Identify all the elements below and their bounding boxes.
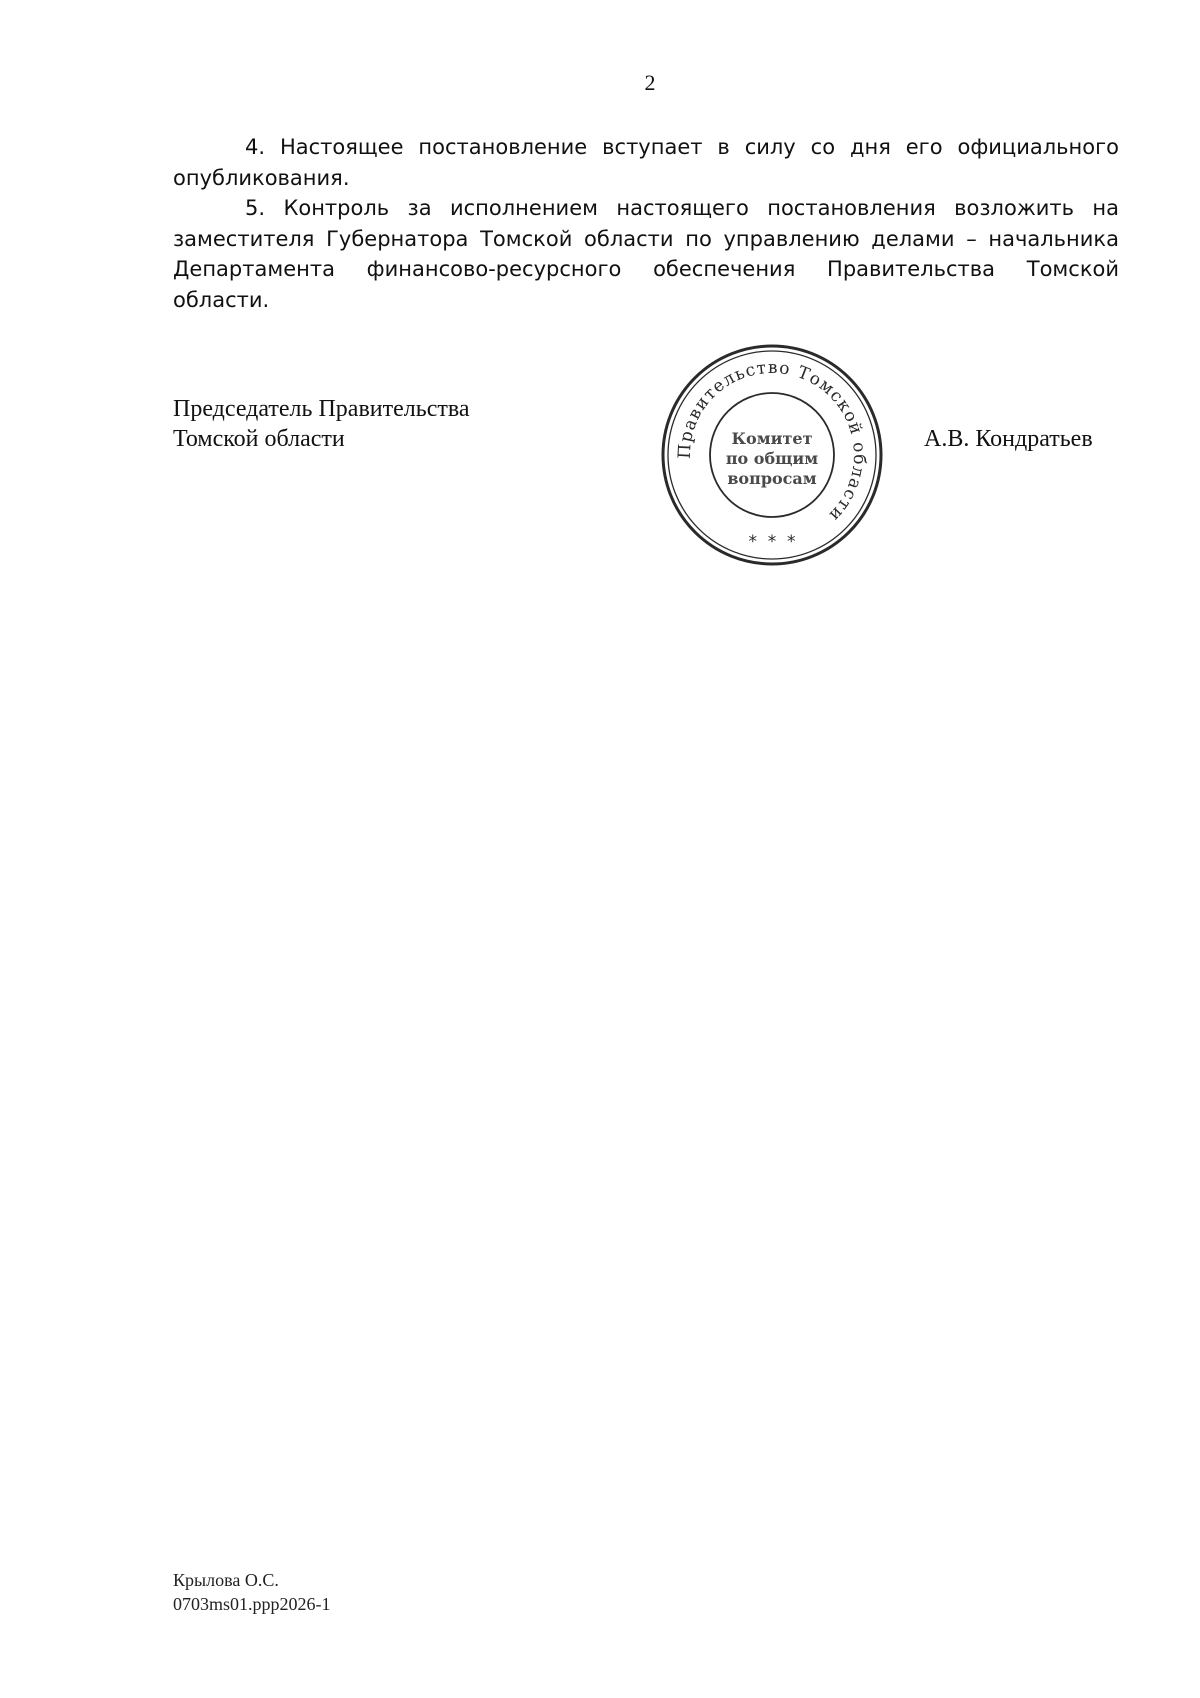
document-code: 0703ms01.ppp2026-1	[173, 1594, 331, 1614]
executor-name: Крылова О.С.	[173, 1570, 279, 1590]
paragraph-5: 5. Контроль за исполнением настоящего постановления возложить на заместителя Губернатора Томской области по управлению делами – начальника Департамента финансово-ресурсного обеспечения Правительства Томской области.	[173, 196, 1119, 312]
seal-center-line2: по общим	[725, 449, 819, 468]
document-body	[173, 132, 1119, 315]
seal-stamp-icon	[659, 342, 885, 568]
official-seal	[659, 342, 885, 568]
paragraph-4: 4. Настоящее постановление вступает в силу со дня его официального опубликования.	[173, 135, 1119, 190]
signatory-title-line2: Томской области	[173, 426, 345, 452]
signatory-title-line1: Председатель Правительства	[173, 396, 470, 422]
seal-center-line1: Комитет	[731, 429, 813, 448]
page-number: 2	[644, 70, 656, 95]
document-footer	[173, 1568, 331, 1616]
seal-bottom-marks: * * *	[748, 532, 796, 552]
signatory-title	[173, 394, 470, 454]
seal-center-line3: вопросам	[727, 469, 817, 488]
seal-ring-text: Правительство Томской области	[674, 357, 870, 526]
signatory-name: А.В. Кондратьев	[924, 426, 1093, 452]
